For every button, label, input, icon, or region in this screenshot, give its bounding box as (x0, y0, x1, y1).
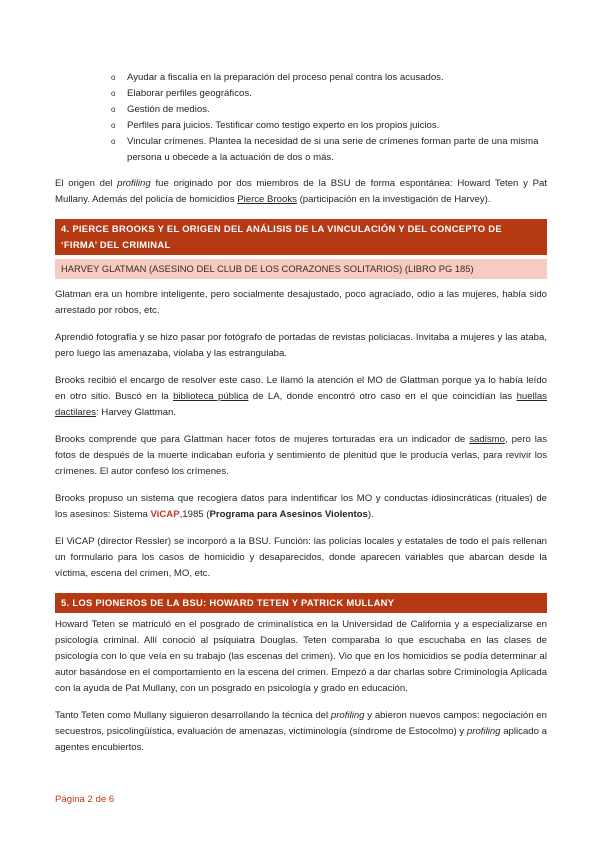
list-item (111, 86, 547, 102)
vicap-term: ViCAP (150, 509, 180, 520)
bullet-circle-icon: o (111, 121, 116, 130)
task-list (55, 70, 547, 166)
page-number-footer: Página 2 de 6 (55, 794, 115, 805)
teten-paragraph: Howard Teten se matriculó en el posgrado de criminalística en la Universidad de California y a especializarse en psicología criminal. Allí conoció al psiquiatra Douglas. Teten comparaba lo que escuchaba en las clases de psicología con lo que veía en su trabajo (las escenas del crimen). Vio que en los homicidios se podía determinar al autor basándose en el comportamiento en la escena del crimen. Empezó a dar charlas sobre Criminología Aplicada con la ayuda de Pat Mullany, con un posgrado en psicología y grado en educación. (55, 619, 547, 694)
section-5-heading: 5. LOS PIONEROS DE LA BSU: HOWARD TETEN Y PATRICK MULLANY (55, 593, 547, 613)
text-run: Brooks propuso un sistema que recogiera datos para indentificar los MO y conductas idiosincráticas (rituales) de los asesinos: Sistema (55, 493, 547, 520)
text-run: , pero las fotos de después de la muerte indicaban euforia y sentimiento de plenitud que le producía verlas, para revivir los crímenes. El autor confesó los crímenes. (55, 434, 548, 477)
text-run: y abieron nuevos campos: negociación en secuestros, psicolingüística, evaluación de amenazas, victiminología (síndrome de Estocolmo) y (55, 710, 547, 737)
list-item-text: Gestión de medios. (127, 104, 210, 115)
origin-paragraph (55, 176, 547, 208)
text-run: : Harvey Glattman. (96, 407, 177, 418)
text-run: Brooks comprende que para Glattman hacer fotos de mujeres torturadas era un indicador de (55, 434, 470, 445)
text-run: Brooks recibió el encargo de resolver este caso. Le llamó la atención el MO de Glattman porque ya lo había leído en otro sitio. Buscó en la (55, 375, 547, 402)
bullet-circle-icon: o (111, 89, 116, 98)
bullet-circle-icon: o (111, 73, 116, 82)
link-pierce-brooks[interactable]: Pierce Brooks (237, 194, 297, 205)
text-run: (participación en la investigación de Harvey). (296, 194, 491, 205)
list-item (111, 102, 547, 118)
program-name: Programa para Asesinos Violentos (209, 509, 368, 520)
teten-mullany-paragraph (55, 708, 547, 756)
glatman-paragraph-1: Glatman era un hombre inteligente, pero socialmente desajustado, poco agraciado, odio a las mujeres, había sido arrestado por robos, etc. (55, 289, 547, 316)
text-run: de LA, donde encontró otro caso en el que coincidían las (248, 391, 517, 402)
list-item-text: Ayudar a fiscalía en la preparación del proceso penal contra los acusados. (127, 72, 444, 83)
text-run: ). (367, 509, 374, 520)
page-content (55, 70, 547, 767)
brooks-paragraph-1 (55, 373, 547, 421)
list-item (111, 70, 547, 86)
emphasis-profiling: profiling (330, 710, 365, 721)
text-run: fue originado por dos miembros de la BSU de forma espontánea: Howard Teten y Pat Mullany. Además del policía de homicidios (55, 178, 547, 205)
bullet-circle-icon: o (111, 137, 116, 146)
list-item (111, 134, 547, 166)
vicap-paragraph (55, 491, 547, 523)
brooks-paragraph-2 (55, 432, 547, 480)
text-run: El origen del (55, 178, 118, 189)
emphasis-profiling: profiling (466, 726, 501, 737)
text-run: Tanto Teten como Mullany siguieron desarrollando la técnica del (55, 710, 331, 721)
list-item-text: Elaborar perfiles geográficos. (127, 88, 252, 99)
vicap-function-paragraph: El ViCAP (director Ressler) se incorporó a la BSU. Función: las policías locales y estatales de todo el país rellenan un formulario para los casos de homicidio y desaparecidos, donde aparecen variables que abarcan desde la víctima, escena del crimen, MO, etc. (55, 536, 547, 579)
link-biblioteca-publica[interactable]: biblioteca pública (173, 391, 249, 402)
list-item-text: Vincular crímenes. Plantea la necesidad de si una serie de crímenes forman parte de una misma persona u obecede a la actuación de dos o más. (127, 136, 539, 163)
glatman-paragraph-2: Aprendió fotografía y se hizo pasar por fotógrafo de portadas de revistas policiacas. Invitaba a mujeres y las ataba, pero luego las amenazaba, violaba y las estrangulaba. (55, 332, 547, 359)
list-item (111, 118, 547, 134)
text-run: ,1985 ( (179, 509, 210, 520)
section-4-subheading: HARVEY GLATMAN (ASESINO DEL CLUB DE LOS CORAZONES SOLITARIOS) (LIBRO PG 185) (55, 259, 547, 279)
link-sadismo[interactable]: sadismo (469, 434, 505, 445)
section-4-heading: 4. PIERCE BROOKS Y EL ORIGEN DEL ANÁLISIS DE LA VINCULACIÓN Y DEL CONCEPTO DE ‘FIRMA’ DEL CRIMINAL (55, 219, 547, 255)
link-huellas-dactilares[interactable]: huellas dactilares (55, 391, 547, 418)
text-run: aplicado a agentes encubiertos. (55, 726, 547, 753)
bullet-circle-icon: o (111, 105, 116, 114)
emphasis-profiling: profiling (117, 178, 151, 189)
list-item-text: Perfiles para juicios. Testificar como testigo experto en los propios juicios. (127, 120, 440, 131)
